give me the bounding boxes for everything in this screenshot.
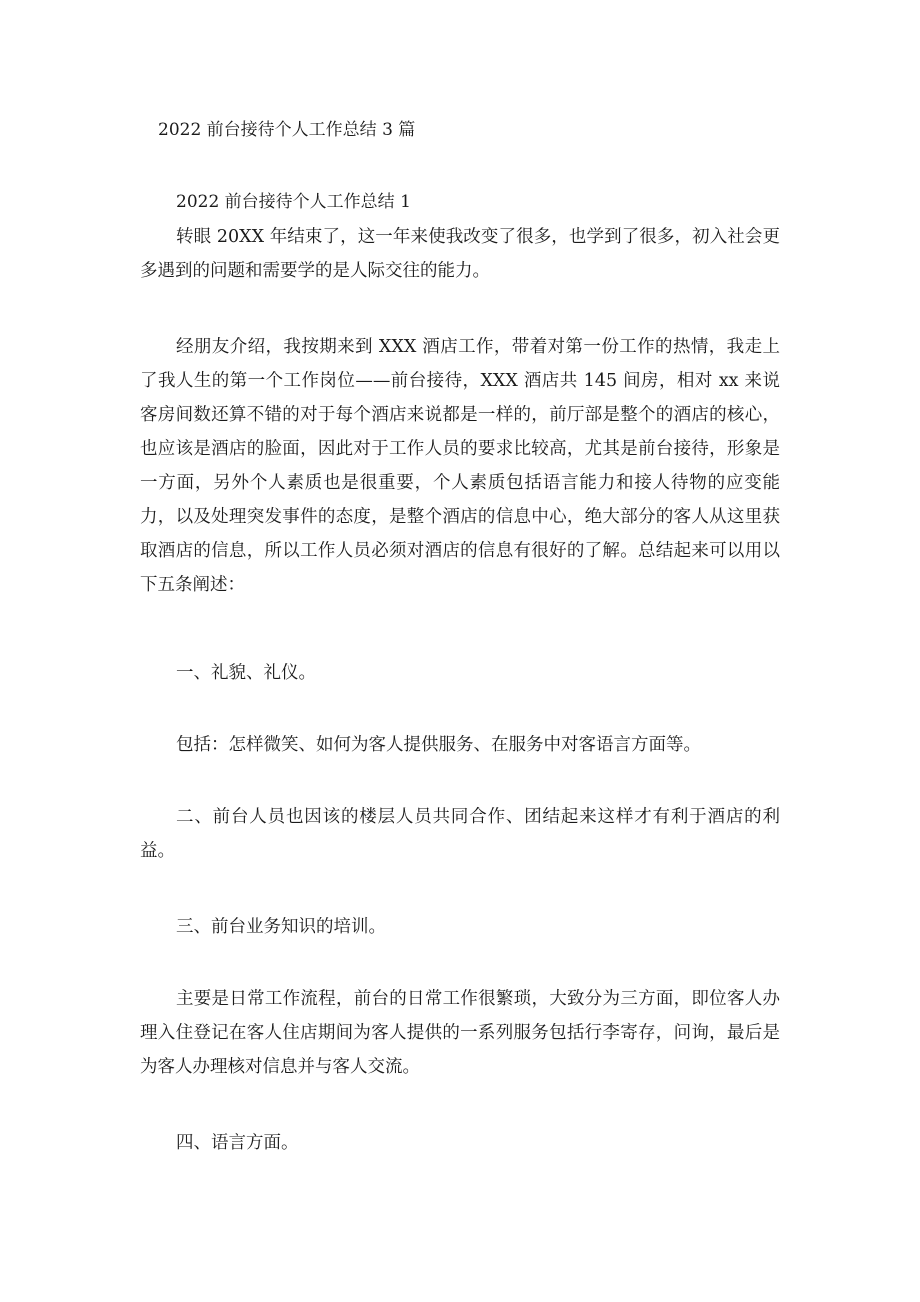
paragraph-point-four: 四、语言方面。 bbox=[176, 1133, 299, 1153]
paragraph-point-one: 一、礼貌、礼仪。 bbox=[176, 663, 316, 683]
document-title: 2022 前台接待个人工作总结 3 篇 bbox=[158, 120, 416, 140]
paragraph-point-three: 三、前台业务知识的培训。 bbox=[176, 917, 386, 937]
paragraph-intro: 转眼 20XX 年结束了，这一年来使我改变了很多，也学到了很多，初入社会更多遇到的问题和需要学的是人际交往的能力。 bbox=[140, 227, 780, 281]
paragraph-point-three-detail: 主要是日常工作流程，前台的日常工作很繁琐，大致分为三方面，即位客人办理入住登记在客人住店期间为客人提供的一系列服务包括行李寄存，问询，最后是为客人办理核对信息并与客人交流。 bbox=[140, 989, 780, 1077]
paragraph-introduction-hotel: 经朋友介绍，我按期来到 XXX 酒店工作，带着对第一份工作的热情，我走上了我人生的第一个工作岗位——前台接待，XXX 酒店共 145 间房，相对 xx 来说客房间数还算不错的对于每个酒店来说都是一样的，前厅部是整个的酒店的核心，也应该是酒店的脸面，因此对于工作人员的要求比较高，尤其是前台接待，形象是一方面，另外个人素质也是很重要，个人素质包括语言能力和接人待物的应变能力，以及处理突发事件的态度，是整个酒店的信息中心，绝大部分的客人从这里获取酒店的信息，所以工作人员必须对酒店的信息有很好的了解。总结起来可以用以下五条阐述： bbox=[140, 337, 780, 595]
paragraph-point-one-detail: 包括：怎样微笑、如何为客人提供服务、在服务中对客语言方面等。 bbox=[176, 735, 701, 755]
paragraph-point-two: 二、前台人员也因该的楼层人员共同合作、团结起来这样才有利于酒店的利益。 bbox=[140, 807, 780, 861]
section-heading: 2022 前台接待个人工作总结 1 bbox=[176, 192, 411, 212]
